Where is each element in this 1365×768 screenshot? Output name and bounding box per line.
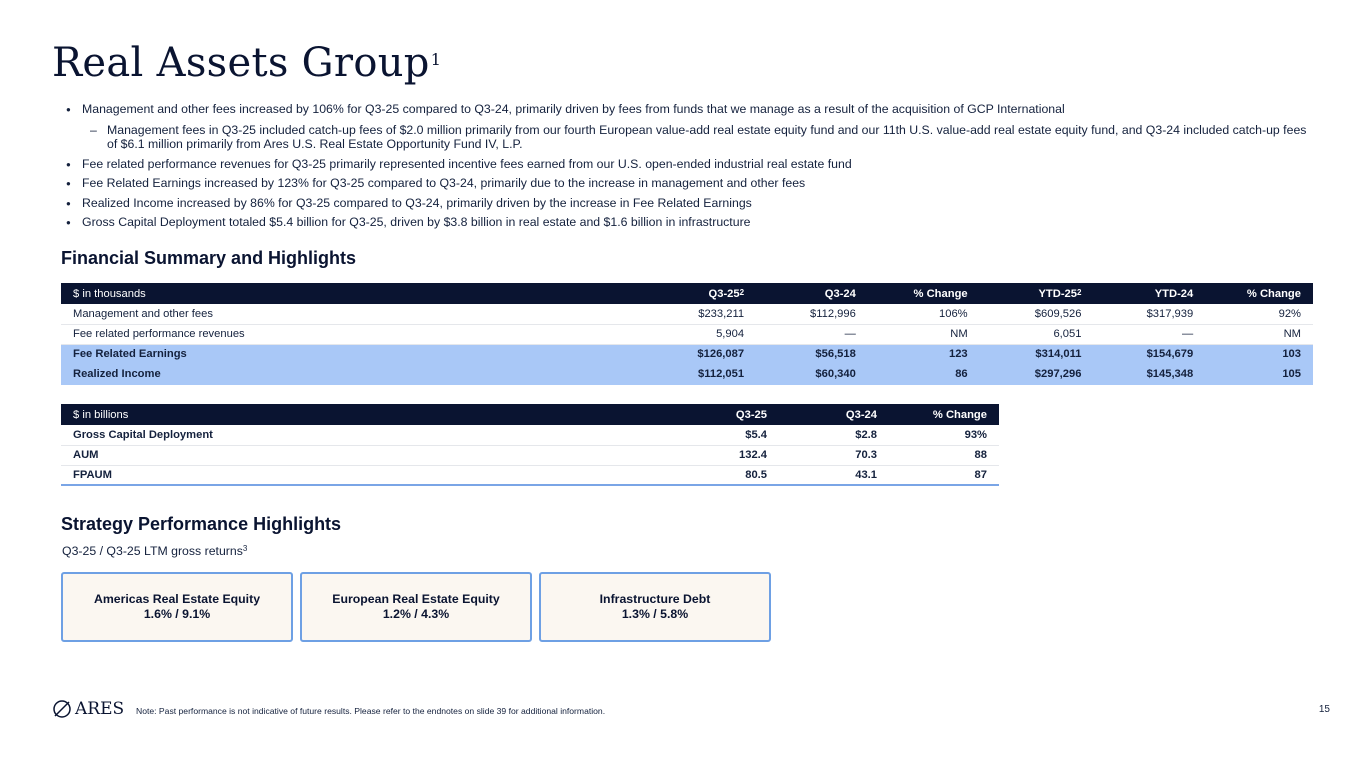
card-name: Infrastructure Debt <box>599 592 711 606</box>
financial-summary-heading: Financial Summary and Highlights <box>61 248 357 268</box>
title-footnote-ref: 1 <box>430 50 442 69</box>
table-cell: $314,011 <box>980 344 1094 364</box>
page-title: Real Assets Group$^1$ <box>52 40 442 86</box>
table-cell: $154,679 <box>1093 344 1205 364</box>
table-cell: $5.4 <box>655 425 779 445</box>
strategy-card-infrastructure <box>539 572 771 642</box>
table-cell: NM <box>868 324 980 344</box>
table-cell: 80.5 <box>655 465 779 485</box>
table-cell: 70.3 <box>779 445 889 465</box>
strategy-card-americas <box>61 572 293 642</box>
bullet-management-fees: ● Management and other fees increased by 106% for Q3-25 compared to Q3-24, primarily driven by fees from funds that we manage as a result of the acquisition of GCP International <box>66 100 1316 120</box>
table-row-highlighted <box>61 364 1313 384</box>
bullet-capital-deployment: ● Gross Capital Deployment totaled $5.4 billion for Q3-25, driven by $3.8 billion in real estate and $1.6 billion in infrastructure <box>66 213 1316 233</box>
ares-logo-icon <box>52 699 72 719</box>
strategy-subtitle: Q3-25 / Q3-25 LTM gross returns$^3$ <box>62 544 248 558</box>
table-cell: $126,087 <box>630 344 756 364</box>
table-row <box>61 324 1313 344</box>
table-cell: Management and other fees <box>61 304 630 324</box>
table-cell: 86 <box>868 364 980 384</box>
table-cell: 5,904 <box>630 324 756 344</box>
card-name: European Real Estate Equity <box>332 592 500 606</box>
table-cell: NM <box>1205 324 1313 344</box>
table-header: YTD-24 <box>1093 283 1205 304</box>
table-cell: 106% <box>868 304 980 324</box>
table-cell: $609,526 <box>980 304 1094 324</box>
sub-bullet-catch-up-fees: – Management fees in Q3-25 included catch-up fees of $2.0 million primarily from our fourth European value-add real estate equity fund and our 11th U.S. value-add real estate equity fund, and Q3-24 included catch-up fees of $6.1 million primarily from Ares U.S. Real Estate Opportunity Fund IV, L.P. <box>66 123 1316 152</box>
table-header: % Change <box>868 283 980 304</box>
table-row <box>61 445 999 465</box>
table-header: Q3-24 <box>756 283 868 304</box>
table-cell: Gross Capital Deployment <box>61 425 655 445</box>
table-header-row <box>61 404 999 425</box>
table-cell: 93% <box>889 425 999 445</box>
strategy-card-european <box>300 572 532 642</box>
financial-summary-table <box>61 283 1313 385</box>
table-cell: $297,296 <box>980 364 1094 384</box>
table-cell: 43.1 <box>779 465 889 485</box>
table-header-row <box>61 283 1313 304</box>
table-row-highlighted <box>61 344 1313 364</box>
table-cell: 105 <box>1205 364 1313 384</box>
table-header: $Q3-25^2$ <box>630 283 756 304</box>
table-cell: 92% <box>1205 304 1313 324</box>
table-cell: $112,051 <box>630 364 756 384</box>
highlights-list <box>66 100 1316 233</box>
table-cell: $2.8 <box>779 425 889 445</box>
logo-wordmark: ARES <box>75 699 125 719</box>
table-row <box>61 304 1313 324</box>
bullet-realized-income: ● Realized Income increased by 86% for Q3-25 compared to Q3-24, primarily driven by the increase in Fee Related Earnings <box>66 194 1316 214</box>
table-cell: $112,996 <box>756 304 868 324</box>
table-cell: AUM <box>61 445 655 465</box>
table-cell: 123 <box>868 344 980 364</box>
table-cell: Fee Related Earnings <box>61 344 630 364</box>
card-value: 1.6% / 9.1% <box>143 607 211 621</box>
table-cell: $145,348 <box>1093 364 1205 384</box>
table-cell: 88 <box>889 445 999 465</box>
table-cell: 132.4 <box>655 445 779 465</box>
table-cell: $233,211 <box>630 304 756 324</box>
table-row <box>61 465 999 485</box>
table-header: $ in thousands <box>61 283 630 304</box>
strategy-heading: Strategy Performance Highlights <box>61 514 342 534</box>
table-cell: FPAUM <box>61 465 655 485</box>
table-header: % Change <box>1205 283 1313 304</box>
table-header: Q3-24 <box>779 404 889 425</box>
table-cell: $56,518 <box>756 344 868 364</box>
table-cell: — <box>1093 324 1205 344</box>
table-header: $ in billions <box>61 404 655 425</box>
table-cell: 6,051 <box>980 324 1094 344</box>
capital-metrics-table <box>61 404 999 486</box>
table-header: Q3-25 <box>655 404 779 425</box>
table-cell: Fee related performance revenues <box>61 324 630 344</box>
table-cell: $317,939 <box>1093 304 1205 324</box>
card-name: Americas Real Estate Equity <box>93 592 261 606</box>
table-cell: Realized Income <box>61 364 630 384</box>
bullet-fee-related-earnings: ● Fee Related Earnings increased by 123% for Q3-25 compared to Q3-24, primarily due to the increase in management and other fees <box>66 174 1316 194</box>
table-header: % Change <box>889 404 999 425</box>
card-value: 1.3% / 5.8% <box>621 607 689 621</box>
footer-note: Note: Past performance is not indicative of future results. Please refer to the endnotes on slide 39 for additional information. <box>136 706 606 716</box>
table-row <box>61 425 999 445</box>
page-number: 15 <box>1318 704 1330 715</box>
card-value: 1.2% / 4.3% <box>382 607 450 621</box>
table-cell: $60,340 <box>756 364 868 384</box>
ares-logo <box>52 699 124 719</box>
table-cell: 103 <box>1205 344 1313 364</box>
table-cell: — <box>756 324 868 344</box>
table-header: YTD-$25^2$ <box>980 283 1094 304</box>
table-cell: 87 <box>889 465 999 485</box>
bullet-performance-revenues: ● Fee related performance revenues for Q3-25 primarily represented incentive fees earned from our U.S. open-ended industrial real estate fund <box>66 155 1316 175</box>
